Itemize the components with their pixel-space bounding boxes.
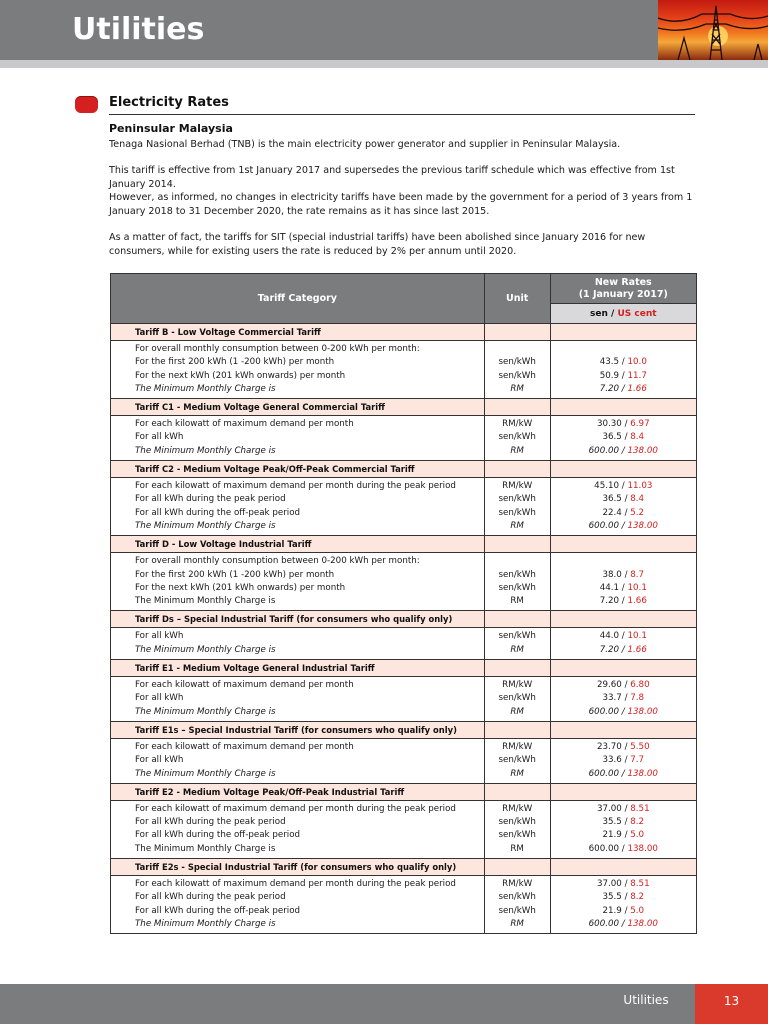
tariff-detail-row: [111, 800, 697, 858]
tariff-item-description: For all kWh: [135, 432, 184, 443]
rate-us-cent: 10.0: [627, 357, 647, 368]
tariff-item-rate: [551, 445, 696, 458]
rate-separator: /: [619, 596, 628, 607]
rates-header-line2: (1 January 2017): [578, 288, 668, 300]
rate-separator: /: [619, 631, 628, 642]
tariff-detail-row: [111, 341, 697, 399]
tariff-item-description: For all kWh: [135, 755, 184, 766]
tariff-item-description: The Minimum Monthly Charge is: [135, 383, 276, 394]
currency-sen: sen: [590, 308, 608, 319]
rate-sen: 21.9: [602, 905, 622, 916]
tariff-item-rate: [551, 768, 696, 781]
tariff-detail-row: [111, 738, 697, 783]
rate-us-cent: 1.66: [627, 596, 647, 607]
tariff-item-rate: [551, 918, 696, 931]
tariff-item-unit: sen/kWh: [498, 432, 536, 443]
tariff-item-description: For each kilowatt of maximum demand per month: [135, 680, 354, 691]
tariff-item-rate: [551, 891, 696, 904]
rate-us-cent: 8.51: [630, 879, 650, 890]
tariff-item-unit: RM: [510, 596, 524, 607]
tariff-category-rate-cell: [550, 721, 696, 738]
tariff-item-unit: sen/kWh: [498, 892, 536, 903]
rate-us-cent: 10.1: [627, 582, 647, 593]
rate-us-cent: 138.00: [627, 768, 658, 779]
tariff-category-rate-cell: [550, 536, 696, 553]
rate-us-cent: 11.03: [627, 481, 653, 492]
tariff-table: [110, 273, 697, 934]
tariff-item-description: The Minimum Monthly Charge is: [135, 644, 276, 655]
tariff-category-rate-cell: [550, 660, 696, 677]
tariff-item-description: For the next kWh (201 kWh onwards) per month: [135, 582, 346, 593]
tariff-category-rate-cell: [550, 783, 696, 800]
rate-sen: 43.5: [599, 357, 620, 368]
section-bullet-icon: [75, 96, 98, 113]
tariff-category-name: Tariff E1 - Medium Voltage General Industrial Tariff: [111, 660, 485, 677]
tariff-unit-cell: [484, 800, 550, 858]
rate-sen: 600.00: [588, 843, 620, 854]
tariff-item-rate: [551, 431, 696, 444]
section-rule: [109, 114, 695, 115]
tariff-unit-cell: [484, 553, 550, 611]
rate-us-cent: 5.50: [630, 741, 650, 752]
tariff-item-description: For the first 200 kWh (1 -200 kWh) per month: [135, 569, 335, 580]
tariff-item-unit: RM: [510, 843, 524, 854]
tariff-item-rate: [551, 555, 696, 568]
rate-separator: /: [619, 706, 628, 717]
tariff-item-rate: [551, 630, 696, 643]
rate-sen: 44.1: [599, 582, 620, 593]
tariff-item-unit: RM/kW: [502, 879, 533, 890]
tariff-item-description: For all kWh: [135, 693, 184, 704]
rate-sen: 35.5: [602, 817, 622, 828]
rate-sen: 30.30: [596, 419, 622, 430]
tariff-item-rate: [551, 741, 696, 754]
rate-separator: /: [619, 370, 628, 381]
tariff-item-description: For all kWh during the off-peak period: [135, 830, 301, 841]
tariff-desc-cell: [111, 416, 485, 461]
rate-us-cent: 138.00: [627, 520, 658, 531]
tariff-item-rate: [551, 480, 696, 493]
tariff-detail-row: [111, 628, 697, 660]
rate-us-cent: 138.00: [627, 843, 658, 854]
currency-us: US cent: [617, 308, 657, 319]
tariff-desc-cell: [111, 628, 485, 660]
rate-us-cent: 7.7: [630, 755, 645, 766]
power-pylon-photo: [658, 0, 768, 60]
tariff-category-name: Tariff Ds – Special Industrial Tariff (for consumers who qualify only): [111, 611, 485, 628]
tariff-category-name: Tariff E2s - Special Industrial Tariff (for consumers who qualify only): [111, 859, 485, 876]
rate-sen: 37.00: [596, 803, 622, 814]
tariff-rate-cell: [550, 677, 696, 722]
rate-sen: 21.9: [602, 830, 622, 841]
rate-us-cent: 8.2: [630, 892, 645, 903]
tariff-item-rate: [551, 569, 696, 582]
tariff-rate-cell: [550, 416, 696, 461]
rate-separator: /: [619, 520, 628, 531]
tariff-body: [111, 324, 697, 934]
tariff-category-unit-cell: [484, 721, 550, 738]
rate-us-cent: 5.0: [630, 830, 645, 841]
tariff-item-description: The Minimum Monthly Charge is: [135, 445, 276, 456]
tariff-item-rate: [551, 507, 696, 520]
rate-sen: 36.5: [602, 432, 622, 443]
tariff-item-description: The Minimum Monthly Charge is: [135, 706, 276, 717]
tariff-desc-cell: [111, 800, 485, 858]
tariff-desc-cell: [111, 478, 485, 536]
rate-sen: 33.7: [602, 693, 622, 704]
tariff-category-row: [111, 536, 697, 553]
currency-sep: /: [607, 308, 618, 319]
tariff-item-rate: [551, 803, 696, 816]
rate-sen: 50.9: [599, 370, 620, 381]
tariff-item-unit: RM: [510, 918, 524, 929]
rate-separator: /: [621, 569, 631, 580]
tariff-unit-cell: [484, 738, 550, 783]
tariff-item-rate: [551, 582, 696, 595]
rate-us-cent: 138.00: [627, 706, 658, 717]
tariff-item-unit: sen/kWh: [498, 830, 536, 841]
tariff-category-rate-cell: [550, 461, 696, 478]
tariff-item-unit: RM: [510, 520, 524, 531]
tariff-item-description: For overall monthly consumption between 0-200 kWh per month:: [135, 344, 420, 354]
tariff-item-rate: [551, 878, 696, 891]
tariff-desc-cell: [111, 677, 485, 722]
rate-us-cent: 1.66: [627, 644, 647, 655]
rate-separator: /: [619, 383, 628, 394]
tariff-item-unit: RM/kW: [502, 741, 533, 752]
tariff-item-unit: RM: [510, 383, 524, 394]
tariff-category-unit-cell: [484, 461, 550, 478]
rate-sen: 36.5: [602, 494, 622, 505]
tariff-category-rate-cell: [550, 399, 696, 416]
rate-sen: 600.00: [588, 706, 620, 717]
rate-separator: /: [621, 803, 631, 814]
tariff-detail-row: [111, 478, 697, 536]
tariff-item-unit: RM: [510, 768, 524, 779]
tariff-item-unit: [485, 343, 550, 356]
rate-separator: /: [621, 817, 631, 828]
tariff-item-rate: [551, 829, 696, 842]
tariff-desc-cell: [111, 341, 485, 399]
tariff-desc-cell: [111, 553, 485, 611]
tariff-item-description: For the next kWh (201 kWh onwards) per month: [135, 370, 346, 381]
rate-separator: /: [621, 693, 631, 704]
tariff-category-name: Tariff D - Low Voltage Industrial Tariff: [111, 536, 485, 553]
tariff-item-description: For all kWh during the peak period: [135, 494, 286, 505]
tariff-category-row: [111, 461, 697, 478]
rate-separator: /: [619, 768, 628, 779]
rate-sen: 600.00: [588, 520, 620, 531]
tariff-item-rate: [551, 343, 696, 356]
rate-us-cent: 138.00: [627, 445, 658, 456]
tariff-item-unit: sen/kWh: [498, 370, 536, 381]
rate-us-cent: 5.0: [630, 905, 645, 916]
currency-header: [550, 304, 696, 324]
tariff-category-name: Tariff E1s – Special Industrial Tariff (for consumers who qualify only): [111, 721, 485, 738]
tariff-item-rate: [551, 383, 696, 396]
rate-separator: /: [621, 741, 631, 752]
tariff-item-unit: RM/kW: [502, 481, 533, 492]
tariff-unit-cell: [484, 677, 550, 722]
tariff-unit-cell: [484, 341, 550, 399]
tariff-item-description: For the first 200 kWh (1 -200 kWh) per month: [135, 357, 335, 368]
tariff-item-rate: [551, 816, 696, 829]
pylon-silhouette-icon: [658, 0, 768, 60]
tariff-detail-row: [111, 416, 697, 461]
tariff-category-row: [111, 660, 697, 677]
rate-us-cent: 8.51: [630, 803, 650, 814]
rate-separator: /: [619, 357, 628, 368]
rate-separator: /: [619, 481, 628, 492]
tariff-unit-cell: [484, 628, 550, 660]
rate-separator: /: [619, 644, 628, 655]
rate-sen: 22.4: [602, 507, 622, 518]
tariff-item-unit: RM: [510, 445, 524, 456]
tariff-item-description: For each kilowatt of maximum demand per month: [135, 419, 354, 430]
region-subtitle: Peninsular Malaysia: [109, 122, 233, 135]
rate-separator: /: [621, 892, 631, 903]
unit-header: Unit: [484, 274, 550, 324]
rate-separator: /: [619, 582, 628, 593]
tariff-detail-row: [111, 876, 697, 934]
tariff-unit-cell: [484, 478, 550, 536]
rate-separator: /: [621, 905, 631, 916]
tariff-item-unit: RM: [510, 644, 524, 655]
footer-label: Utilities: [623, 993, 669, 1007]
rate-sen: 44.0: [599, 631, 620, 642]
tariff-item-rate: [551, 418, 696, 431]
rate-sen: 7.20: [599, 644, 620, 655]
tariff-item-unit: sen/kWh: [498, 755, 536, 766]
tariff-item-unit: RM/kW: [502, 803, 533, 814]
tariff-item-rate: [551, 706, 696, 719]
tariff-category-name: Tariff C2 - Medium Voltage Peak/Off-Peak Commercial Tariff: [111, 461, 485, 478]
tariff-category-row: [111, 399, 697, 416]
tariff-item-unit: RM/kW: [502, 419, 533, 430]
tariff-item-unit: sen/kWh: [498, 357, 536, 368]
tariff-rate-cell: [550, 738, 696, 783]
tariff-item-rate: [551, 493, 696, 506]
tariff-category-name: Tariff E2 - Medium Voltage Peak/Off-Peak Industrial Tariff: [111, 783, 485, 800]
tariff-item-rate: [551, 843, 696, 856]
rate-sen: 29.60: [596, 680, 622, 691]
tariff-category-unit-cell: [484, 324, 550, 341]
rate-us-cent: 8.7: [630, 569, 645, 580]
intro-paragraph: Tenaga Nasional Berhad (TNB) is the main electricity power generator and supplier in Peninsular Malaysia.: [109, 139, 621, 150]
rate-us-cent: 138.00: [627, 918, 658, 929]
tariff-category-name: Tariff C1 - Medium Voltage General Commercial Tariff: [111, 399, 485, 416]
tariff-item-unit: sen/kWh: [498, 507, 536, 518]
tariff-category-unit-cell: [484, 536, 550, 553]
tariff-item-unit: sen/kWh: [498, 569, 536, 580]
rate-sen: 35.5: [602, 892, 622, 903]
tariff-item-rate: [551, 754, 696, 767]
rate-separator: /: [621, 494, 631, 505]
tariff-rate-cell: [550, 876, 696, 934]
tariff-item-description: For all kWh: [135, 631, 184, 642]
tariff-item-description: For each kilowatt of maximum demand per month during the peak period: [135, 879, 456, 890]
tariff-desc-cell: [111, 876, 485, 934]
tariff-category-row: [111, 859, 697, 876]
header-divider: [0, 60, 768, 68]
tariff-unit-cell: [484, 876, 550, 934]
rate-separator: /: [621, 432, 631, 443]
rate-sen: 600.00: [588, 768, 620, 779]
tariff-item-unit: sen/kWh: [498, 582, 536, 593]
tariff-rate-cell: [550, 553, 696, 611]
rate-separator: /: [621, 879, 631, 890]
rate-separator: /: [621, 680, 631, 691]
rate-sen: 600.00: [588, 918, 620, 929]
tariff-item-unit: sen/kWh: [498, 905, 536, 916]
tariff-unit-cell: [484, 416, 550, 461]
tariff-item-rate: [551, 905, 696, 918]
tariff-item-rate: [551, 370, 696, 383]
tariff-rate-cell: [550, 800, 696, 858]
rate-us-cent: 6.80: [630, 680, 650, 691]
tariff-item-rate: [551, 356, 696, 369]
rate-us-cent: 11.7: [627, 370, 647, 381]
tariff-item-description: For overall monthly consumption between 0-200 kWh per month:: [135, 556, 420, 567]
tariff-rate-cell: [550, 341, 696, 399]
rates-header: [550, 274, 696, 304]
rate-sen: 7.20: [599, 596, 620, 607]
tariff-rate-cell: [550, 628, 696, 660]
tariff-detail-row: [111, 553, 697, 611]
tariff-item-description: For all kWh during the off-peak period: [135, 507, 301, 518]
tariff-item-description: For all kWh during the off-peak period: [135, 905, 301, 916]
tariff-item-description: For each kilowatt of maximum demand per month: [135, 741, 354, 752]
tariff-item-description: For all kWh during the peak period: [135, 817, 286, 828]
tariff-category-unit-cell: [484, 611, 550, 628]
tariff-item-rate: [551, 520, 696, 533]
tariff-item-description: The Minimum Monthly Charge is: [135, 768, 276, 779]
tariff-item-description: For each kilowatt of maximum demand per month during the peak period: [135, 803, 456, 814]
tariff-category-unit-cell: [484, 399, 550, 416]
rate-us-cent: 6.97: [630, 419, 650, 430]
tariff-item-description: The Minimum Monthly Charge is: [135, 843, 276, 854]
rate-us-cent: 8.4: [630, 494, 645, 505]
tariff-category-unit-cell: [484, 859, 550, 876]
rate-us-cent: 5.2: [630, 507, 645, 518]
rate-separator: /: [621, 755, 631, 766]
rates-header-line1: New Rates: [594, 276, 652, 288]
tariff-rate-cell: [550, 478, 696, 536]
rate-sen: 33.6: [602, 755, 622, 766]
tariff-category-row: [111, 324, 697, 341]
rate-separator: /: [619, 918, 628, 929]
tariff-item-description: The Minimum Monthly Charge is: [135, 918, 276, 929]
tariff-item-unit: sen/kWh: [498, 494, 536, 505]
tariff-category-unit-cell: [484, 660, 550, 677]
rate-us-cent: 8.4: [630, 432, 645, 443]
rate-separator: /: [621, 507, 631, 518]
rate-us-cent: 10.1: [627, 631, 647, 642]
no-change-paragraph: However, as informed, no changes in electricity tariffs have been made by the government for a period of 3 years from 1 January 2018 to 31 December 2020, the rate remains as it has since last 2015.: [109, 192, 693, 217]
rate-separator: /: [619, 843, 628, 854]
rate-separator: /: [619, 445, 628, 456]
rate-us-cent: 8.2: [630, 817, 645, 828]
rate-sen: 23.70: [596, 741, 622, 752]
effective-date-paragraph: This tariff is effective from 1st January 2017 and supersedes the previous tariff schedule which was effective from 1st January 2014.: [109, 165, 675, 190]
tariff-category-rate-cell: [550, 859, 696, 876]
rate-separator: /: [621, 419, 631, 430]
tariff-item-unit: sen/kWh: [498, 693, 536, 704]
tariff-detail-row: [111, 677, 697, 722]
tariff-category-row: [111, 721, 697, 738]
rate-sen: 45.10: [594, 481, 620, 492]
tariff-item-unit: RM/kW: [502, 680, 533, 691]
rate-sen: 600.00: [588, 445, 620, 456]
rate-us-cent: 1.66: [627, 383, 647, 394]
tariff-desc-cell: [111, 738, 485, 783]
tariff-item-description: The Minimum Monthly Charge is: [135, 596, 276, 607]
tariff-category-unit-cell: [484, 783, 550, 800]
tariff-item-rate: [551, 679, 696, 692]
section-title: Electricity Rates: [109, 95, 229, 110]
rate-sen: 37.00: [596, 879, 622, 890]
sit-paragraph: As a matter of fact, the tariffs for SIT (special industrial tariffs) have been abolished since January 2016 for new consumers, while for existing users the rate is reduced by 2% per annum until 2020.: [109, 232, 646, 257]
tariff-item-rate: [551, 644, 696, 657]
rate-sen: 7.20: [599, 383, 620, 394]
tariff-category-rate-cell: [550, 324, 696, 341]
tariff-item-description: For each kilowatt of maximum demand per month during the peak period: [135, 481, 456, 492]
category-header: Tariff Category: [111, 274, 485, 324]
page-number: 13: [695, 984, 768, 1024]
tariff-category-rate-cell: [550, 611, 696, 628]
tariff-category-row: [111, 783, 697, 800]
rate-sen: 38.0: [602, 569, 622, 580]
tariff-item-rate: [551, 692, 696, 705]
tariff-item-unit: RM: [510, 706, 524, 717]
tariff-category-row: [111, 611, 697, 628]
tariff-item-description: For all kWh during the peak period: [135, 892, 286, 903]
rate-us-cent: 7.8: [630, 693, 645, 704]
tariff-item-rate: [551, 595, 696, 608]
rate-separator: /: [621, 830, 631, 841]
tariff-item-unit: sen/kWh: [498, 817, 536, 828]
tariff-item-unit: sen/kWh: [498, 631, 536, 642]
tariff-category-name: Tariff B - Low Voltage Commercial Tariff: [111, 324, 485, 341]
page-title: Utilities: [72, 12, 205, 47]
tariff-item-unit: [485, 555, 550, 568]
tariff-item-description: The Minimum Monthly Charge is: [135, 520, 276, 531]
